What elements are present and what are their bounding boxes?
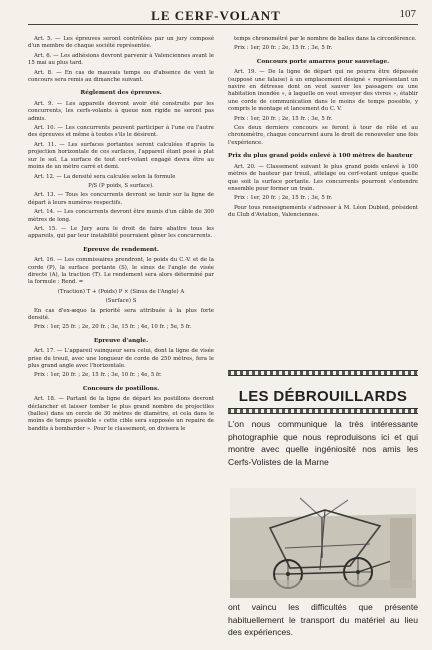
article-19: Art. 19. — De la ligne de départ qui ne pourra être dépassée (supposé une falaise) à un emplacement désigné « représentant un navire en détresse dont on veut sauver les passagers ou une habitation inondée », à laquelle on veut envoyer des vivres », établir une corde de communication dans le moins de temps possible, y compris le montage et lancement du C. V. [228, 69, 418, 113]
page-number: 107 [399, 8, 416, 20]
yield-formula-numerator: (Traction) T + (Poids) P × (Sinus de l'Angle) A [57, 288, 185, 295]
section-heading-reglement: Réglement des épreuves. [80, 90, 162, 97]
section-heading-angle: Epreuve d'angle. [93, 337, 149, 344]
timing-note: Ces deux derniers concours se feront à tour de rôle et au chronomètre, chaque concurrent aura le droit de renouveler une fois l'expérience. [228, 125, 418, 146]
ornamental-border-top [228, 370, 418, 376]
section-heading-poids: Prix du plus grand poids enlevé à 100 mètres de hauteur [228, 153, 413, 160]
page-header [0, 0, 432, 26]
section-heading-sauvetage: Concours porte amarres pour sauvetage. [256, 58, 390, 65]
article-20: Art. 20. — Classement suivant le plus grand poids enlevé à 100 mètres de hauteur par treuil, attelage ou cerf-volant unique quelle que soit la surface portante. Les concurrents pourront s'entendre ensemble pour former un train. [228, 163, 418, 192]
prizes-angle: Prix : 1er, 20 fr. ; 2e, 15 fr. ; 3e, 10 fr. ; 4e, 5 fr. [34, 372, 162, 379]
article-8: Art. 8. — En cas de mauvais temps ou d'absence de vent le concours sera remis au dimanche suivant. [28, 69, 214, 84]
article-10: Art. 10. — Les concurrents peuvent participer à l'une ou l'autre des épreuves et même à toutes s'ils le désirent. [28, 125, 214, 139]
article-intro: L'on nous communique la très intéressante photographie que nous reproduisons ici et qui montre avec quelle ingéniosité nos amis les Cerfs-Volistes de la Marne [228, 419, 418, 467]
article-16: Art. 16. — Les commissaires prendront, le poids du C.-V. et de la corde (P), la surface portante (S), le sinus de l'angle de visée directe (A), la traction (T). Le rendement sera alors déterminé par la formule : Rend. = [28, 257, 214, 286]
section-heading-postillons: Concours de postillons. [82, 385, 160, 392]
article-18-continued: temps chronométré par le nombre de balles dans la circonférence. [234, 36, 417, 42]
article-title: LES DÉBROUILLARDS [238, 388, 408, 405]
article-11: Art. 11. — Les surfaces portantes seront calculées d'après la projection horizontale de ces surfaces, l'appareil étant posé à plat sur le sol. La surface de tout cerf-volant engagé devra être au moins de un mètre carré et demi. [28, 141, 214, 171]
photograph-kite-transport [230, 488, 416, 598]
contact-note: Pour tous renseignements s'adresser à M. Léon Dubled, président du Club d'Aviation, Valenciennes. [228, 204, 418, 219]
prizes-sauvetage: Prix : 1er, 20 fr. ; 2e, 15 fr. ; 3e, 5 fr. [234, 115, 333, 122]
article-14: Art. 14. — Les concurrents devront être munis d'un câble de 300 mètres de long. [28, 209, 214, 223]
density-formula: P/S (P poids, S surface). [88, 182, 154, 189]
header-rule [28, 24, 418, 25]
left-column [28, 36, 214, 435]
article-18: Art. 18. — Partant de la ligne de départ les postillons devront déclancher et laisser tomber le plus grand nombre de projectiles (balles) dans un cercle de 30 mètres de diamètre, et cela dans le moins de temps possible « cette cible sera supposée un repaire de bandits à bombarder ». Pour le classement, on divisera le [28, 396, 214, 432]
article-outro: ont vaincu les difficultés que présente habituellement le transport du matériel au lieu des expériences. [228, 602, 418, 637]
prizes-poids: Prix : 1er, 20 fr. ; 2e, 15 fr. ; 3e, 5 fr. [234, 195, 333, 202]
prizes-postillons: Prix : 1er, 20 fr. ; 2e, 15 fr. ; 3e, 5 fr. [234, 45, 333, 52]
article-6: Art. 6. — Les adhésions devront parvenir à Valenciennes avant le 15 mai au plus tard. [28, 52, 214, 67]
article-17: Art. 17. — L'appareil vainqueur sera celui, dont la ligne de visée prise du treuil, avec une longueur de corde de 250 mètres, fera le plus grand angle avec l'horizontale. [28, 348, 214, 370]
yield-formula-denominator: (Surface) S [105, 298, 137, 305]
article-13: Art. 13. — Tous les concurrents devront se tenir sur la ligne de départ à leurs numéros respectifs. [28, 192, 214, 206]
article-12: Art. 12. — La densité sera calculée selon la formule [34, 173, 176, 180]
article-9: Art. 9. — Les appareils devront avoir été construits par les concurrents, les cerfs-volants à queue non rigide ne seront pas admis. [28, 100, 214, 122]
section-heading-rendement: Epreuve de rendement. [83, 246, 159, 253]
journal-title: LE CERF-VOLANT [151, 8, 281, 23]
ornamental-border-bottom [228, 408, 418, 414]
tie-rule: En cas d'ex-æquo la priorité sera attribuée à la plus forte densité. [28, 307, 214, 321]
prizes-rendement: Prix : 1er, 25 fr. ; 2e, 20 fr. ; 3e, 15 fr. ; 4e, 10 fr. ; 5e, 5 fr. [34, 324, 192, 331]
article-15: Art. 15. — Le Jury aura le droit de faire abattre tous les appareils, qui par leur instabilité pourraient gêner les concurrents. [28, 225, 214, 240]
article-5: Art. 5. — Les épreuves seront contrôlées par un jury composé d'un membre de chaque société représentée. [28, 36, 214, 50]
right-column [228, 36, 418, 222]
